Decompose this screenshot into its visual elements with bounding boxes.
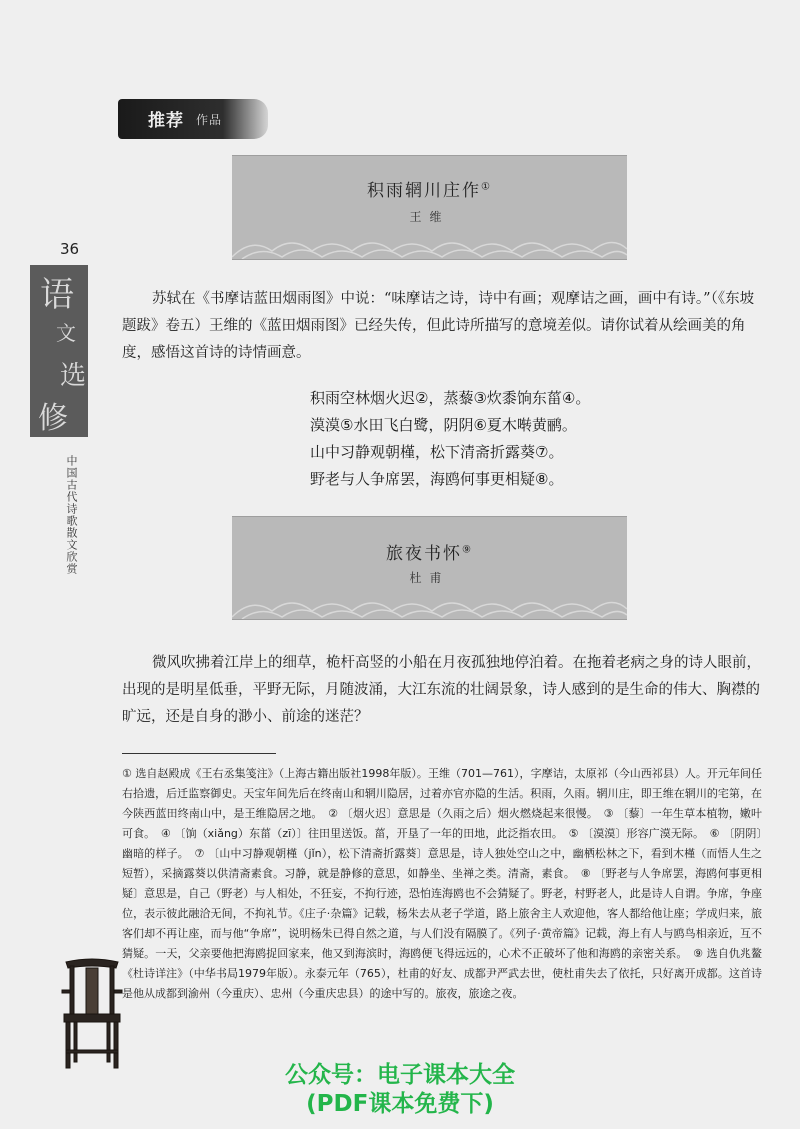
footnotes: ① 选自赵殿成《王右丞集笺注》（上海古籍出版社1998年版）。王维（701—761），字摩诘，太原祁（今山西祁县）人。开元年间任右拾遗，后迁监察御史。天宝年间先后在终南山和辋川隐居，过着亦官亦隐的生活。积雨，久雨。辋川庄，即王维在辋川的宅第，在今陕西蓝田终南山中，是王维隐居之地。 ② 〔烟火迟〕意思是（久雨之后）烟火燃烧起来很慢。 ③ 〔藜〕一年生草本植物，嫩叶可食。 ④ 〔饷（xiǎng）东菑（zī）〕往田里送饭。菑，开垦了一年的田地，此泛指农田。 ⑤ 〔漠漠〕形容广漠无际。 ⑥ 〔阴阴〕幽暗的样子。 ⑦ 〔山中习静观朝槿（jǐn），松下清斋折露葵〕意思是，诗人独处空山之中，幽栖松林之下，看到木槿（而悟人生之短暂），采摘露葵以供清斋素食。习静，就是静修的意思，如静坐、坐禅之类。清斋，素食。 ⑧ 〔野老与人争席罢，海鸥何事更相疑〕意思是，自己（野老）与人相处，不狂妄，不拘行迹，恐怕连海鸥也不会猜疑了。野老，村野老人，此是诗人自谓。争席，争座位，表示彼此融洽无间，不拘礼节。《庄子·杂篇》记载，杨朱去从老子学道，路上旅舍主人欢迎他，客人都给他让座；学成归来，旅客们却不再让座，而与他“争席”，说明杨朱已得自然之道，与人们没有隔膜了。《列子·黄帝篇》记载，海上有人与鸥鸟相亲近，互不猜疑。一天，父亲要他把海鸥捉回家来，他又到海滨时，海鸥便飞得远远的，心术不正破坏了他和海鸥的亲密关系。 ⑨ 选自仇兆鳌《杜诗详注》（中华书局1979年版）。永泰元年（765），杜甫的好友、成都尹严武去世，使杜甫失去了依托，只好离开成都。这首诗是他从成都到渝州（今重庆）、忠州（今重庆忠县）的途中写的。旅夜，旅途之夜。 — [122, 767, 762, 1000]
poem2-intro: 微风吹拂着江岸上的细草，桅杆高竖的小船在月夜孤独地停泊着。在拖着老病之身的诗人眼前，出现的是明星低垂，平野无际，月随波涌，大江东流的壮阔景象，诗人感到的是生命的伟大、胸襟的旷远，还是自身的渺小、前途的迷茫？ — [122, 655, 761, 725]
poem2-author: 杜甫 — [409, 571, 450, 585]
book-title-vertical: 中国古代诗歌散文欣赏 — [65, 455, 78, 575]
poem-line: 野老与人争席罢，海鸥何事更相疑⑧。 — [310, 470, 564, 488]
poem1-title-text: 积雨辋川庄作 — [367, 181, 482, 201]
poem1-author: 王维 — [409, 210, 450, 224]
page-number: 36 — [60, 240, 80, 258]
side-band-char: 修 — [38, 401, 68, 436]
footnote-divider — [122, 753, 276, 754]
section-tag-sub: 作品 — [196, 113, 223, 127]
side-band-char: 语 — [40, 275, 74, 315]
side-band — [30, 265, 88, 437]
footer-line2: (PDF课本免费下) — [306, 1091, 494, 1117]
poem1-title-box — [232, 155, 627, 260]
poem1-lines — [310, 385, 750, 493]
cloud-pattern-icon — [232, 589, 627, 619]
chair-illustration-icon — [60, 958, 124, 1070]
poem1-note-mark: ① — [481, 181, 492, 193]
section-tag-main: 推荐 — [148, 111, 184, 131]
poem2-title — [232, 539, 627, 564]
poem-line: 漠漠⑤水田飞白鹭，阴阴⑥夏木啭黄鹂。 — [310, 416, 577, 434]
poem-line: 积雨空林烟火迟②，蒸藜③炊黍饷东菑④。 — [310, 389, 591, 407]
section-tag — [118, 99, 268, 139]
footer-line1: 公众号：电子课本大全 — [285, 1062, 515, 1088]
poem2-title-text: 旅夜书怀 — [386, 544, 463, 564]
poem1-intro: 苏轼在《书摩诘蓝田烟雨图》中说：“味摩诘之诗，诗中有画；观摩诘之画，画中有诗。”（《东坡题跋》卷五）王维的《蓝田烟雨图》已经失传，但此诗所描写的意境差似。请你试着从绘画美的角度，感悟这首诗的诗情画意。 — [122, 291, 755, 361]
poem2-title-box — [232, 516, 627, 620]
side-band-char: 文 — [56, 321, 76, 345]
poem1-title — [232, 176, 627, 201]
poem2-note-mark: ⑨ — [462, 544, 473, 556]
poem-line: 山中习静观朝槿，松下清斋折露葵⑦。 — [310, 443, 564, 461]
side-band-char: 选 — [60, 361, 87, 391]
cloud-pattern-icon — [232, 229, 627, 259]
